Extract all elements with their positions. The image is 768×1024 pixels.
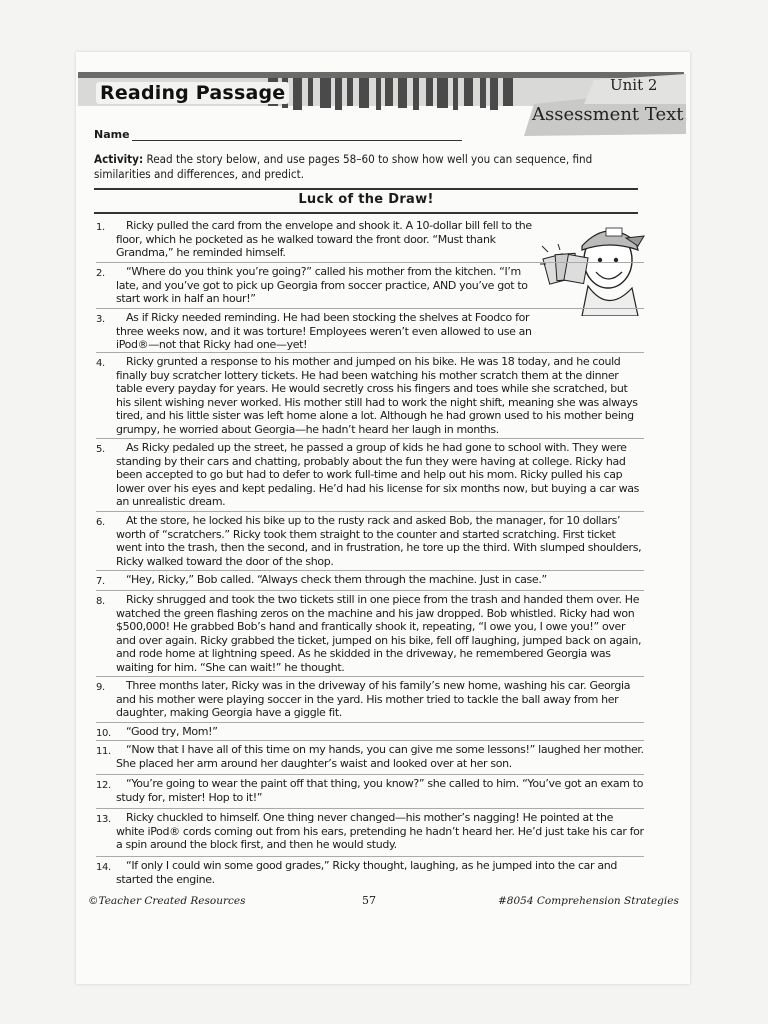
paragraph-divider <box>96 262 644 263</box>
paragraph-number: 9. <box>96 682 105 693</box>
paragraph-text: “Hey, Ricky,” Bob called. “Always check them through the machine. Just in case.” <box>126 573 547 586</box>
paragraph-text: Three months later, Ricky was in the driveway of his family’s new home, washing his car. Georgia and his mother were playing soccer in the yard. His mother tried to tackle the ball away from her daughter, making Georgia have a giggle fit. <box>116 679 631 720</box>
paragraph-12 <box>96 777 644 804</box>
paragraph-5 <box>96 441 644 509</box>
paragraph-6 <box>96 514 644 568</box>
paragraph-number: 4. <box>96 358 105 369</box>
paragraph-11 <box>96 743 644 770</box>
paragraph-text: At the store, he locked his bike up to the rusty rack and asked Bob, the manager, for 10 dollars’ worth of “scratchers.” Ricky took them straight to the counter and started scratching. First ticket went into the trash, then the second, and in frustration, he tore up the third. With slumped shoulders, Ricky walked toward the door of the shop. <box>116 514 642 568</box>
paragraph-4 <box>96 355 644 437</box>
title-rule-bottom <box>94 212 638 214</box>
paragraph-text: “Good try, Mom!” <box>126 725 218 738</box>
paragraph-14 <box>96 859 644 886</box>
paragraph-9 <box>96 679 644 720</box>
title-rule-top <box>94 188 638 190</box>
paragraph-text: “Now that I have all of this time on my hands, you can give me some lessons!” laughed her mother. She placed her arm around her daughter’s waist and looked over at her son. <box>116 743 644 770</box>
paragraph-number: 7. <box>96 576 105 587</box>
name-label: Name <box>94 128 130 141</box>
paragraph-text: As if Ricky needed reminding. He had been stocking the shelves at Foodco for three weeks now, and it was torture! Employees weren’t even allowed to use an iPod®—not that Ricky had one—yet! <box>116 311 532 352</box>
paragraph-number: 14. <box>96 862 111 873</box>
paragraph-number: 6. <box>96 517 105 528</box>
paragraph-divider <box>96 352 644 353</box>
paragraph-number: 12. <box>96 780 111 791</box>
page-title: Reading Passage <box>96 82 289 104</box>
paragraph-3 <box>96 311 536 352</box>
paragraph-divider <box>96 774 644 775</box>
paragraph-divider <box>96 511 644 512</box>
footer-book-id: #8054 Comprehension Strategies <box>498 895 679 907</box>
paragraph-divider <box>96 308 644 309</box>
paragraph-8 <box>96 593 644 675</box>
paragraph-1 <box>96 219 536 260</box>
paragraph-text: “Where do you think you’re going?” called his mother from the kitchen. “I’m late, and you’ve got to pick up Georgia from soccer practice, AND you’ve got to start work in half an hour!” <box>116 265 528 306</box>
paragraph-10 <box>96 725 644 739</box>
paragraph-number: 1. <box>96 222 105 233</box>
paragraph-divider <box>96 590 644 591</box>
paragraph-divider <box>96 676 644 677</box>
paragraph-number: 3. <box>96 314 105 325</box>
paragraph-13 <box>96 811 644 852</box>
paragraph-text: As Ricky pedaled up the street, he passed a group of kids he had gone to school with. They were standing by their cars and chatting, probably about the fun they were having at college. Ricky had been accepted to go but had to defer to work full-time and help out his mom. Ricky pulled his cap lower over his eyes and kept pedaling. He’d had his license for six months now, but buying a car was an unrealistic dream. <box>116 441 640 509</box>
paragraph-divider <box>96 856 644 857</box>
paragraph-number: 2. <box>96 268 105 279</box>
paragraph-text: Ricky shrugged and took the two tickets still in one piece from the trash and handed them over. He watched the green flashing zeros on the machine and his jaw dropped. Bob whistled. Ricky had won $500,000! He grabbed Bob’s hand and frantically shook it, repeating, “I owe you, I owe you!” over and over again. Ricky grabbed the ticket, jumped on his bike, fell off laughing, jumped back on again, and rode home at lightning speed. As he skidded in the driveway, he remembered Georgia was waiting for him. “She can wait!” he thought. <box>116 593 642 674</box>
paragraph-number: 8. <box>96 596 105 607</box>
paragraph-divider <box>96 722 644 723</box>
boy-with-tickets-illustration <box>538 216 648 316</box>
paragraph-number: 13. <box>96 814 111 825</box>
story-title: Luck of the Draw! <box>298 192 434 207</box>
paragraph-7 <box>96 573 644 587</box>
paragraph-divider <box>96 570 644 571</box>
name-field-line[interactable] <box>132 140 462 141</box>
footer-page-number: 57 <box>362 894 376 907</box>
paragraph-2 <box>96 265 536 306</box>
paragraph-text: Ricky pulled the card from the envelope and shook it. A 10-dollar bill fell to the floor, which he pocketed as he walked toward the front door. “Must thank Grandma,” he reminded himself. <box>116 219 532 260</box>
paragraph-number: 11. <box>96 746 111 757</box>
activity-label: Activity: <box>94 152 144 166</box>
paragraph-text: “You’re going to wear the paint off that thing, you know?” she called to him. “You’ve got an exam to study for, mister! Hop to it!” <box>116 777 644 804</box>
assessment-label: Assessment Text <box>532 104 684 125</box>
paragraph-divider <box>96 438 644 439</box>
paragraph-number: 5. <box>96 444 105 455</box>
paragraph-text: Ricky grunted a response to his mother and jumped on his bike. He was 18 today, and he could finally buy scratcher lottery tickets. He had been watching his mother scratch them at the dinner table every payday for years. He would secretly cross his fingers and toes while she scratched, but his silent wishing never worked. His mother still had to work the night shift, meaning she was always tired, and his little sister was left home alone a lot. Although he had grown used to his mother being grumpy, he worried about Georgia—he hadn’t heard her laugh in months. <box>116 355 638 436</box>
paragraph-number: 10. <box>96 728 111 739</box>
paragraph-divider <box>96 740 644 741</box>
footer-copyright: ©Teacher Created Resources <box>88 895 246 907</box>
activity-instructions <box>94 152 634 182</box>
paragraph-text: “If only I could win some good grades,” Ricky thought, laughing, as he jumped into the car and started the engine. <box>116 859 618 886</box>
paragraph-text: Ricky chuckled to himself. One thing never changed—his mother’s nagging! He pointed at the white iPod® cords coming out from his ears, pretending he hadn’t heard her. He’d just take his car for a spin around the block first, and then he would study. <box>116 811 644 852</box>
unit-label: Unit 2 <box>610 76 658 94</box>
paragraph-divider <box>96 808 644 809</box>
activity-text: Read the story below, and use pages 58–60 to show how well you can sequence, find similarities and differences, and predict. <box>94 152 593 181</box>
